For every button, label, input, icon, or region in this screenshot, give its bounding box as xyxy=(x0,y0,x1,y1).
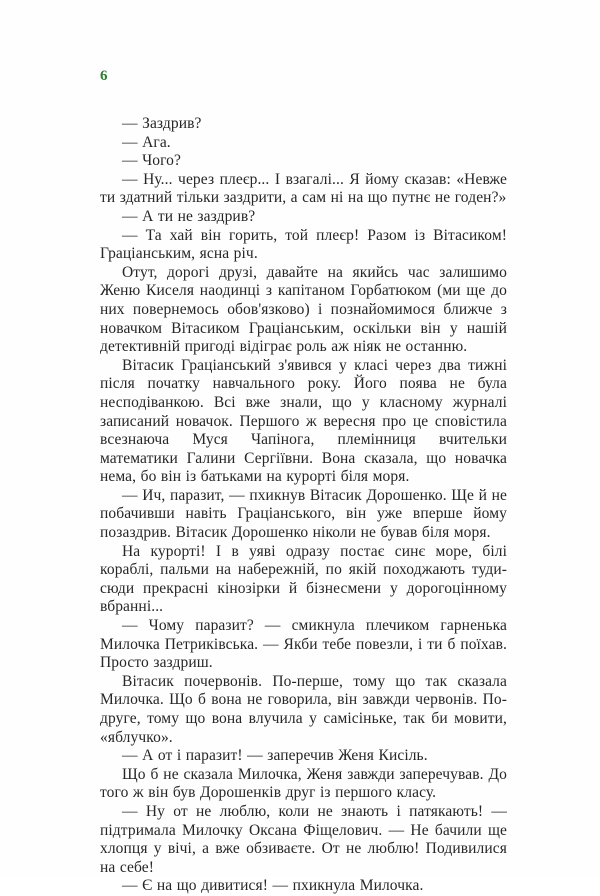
paragraph: — Ич, паразит, — пхикнув Вітасик Дорошенко. Ще й не побачивши навіть Граціанського, він уже вперше йому позаздрив. Вітасик Дорошенко ніколи не бував біля моря. xyxy=(100,486,507,542)
paragraph: — Ну от не люблю, коли не знають і патякають! — підтримала Милочку Оксана Фіщелович. — Не бачили ще хлопця у вічі, а вже обзиваєте. От не люблю! Подивилися на себе! xyxy=(100,802,507,876)
paragraph: — Чому паразит? — смикнула плечиком гарненька Милочка Петриківська. — Якби тебе повезли, і ти б поїхав. Просто заздриш. xyxy=(100,617,507,672)
text-block xyxy=(100,115,507,896)
paragraph: Вітасик Граціанський з'явився у класі через два тижні після початку навчального року. Його поява не була несподіванкою. Всі вже знали, що у класному журналі записаний новачок. Першого ж вересня про це сповістила всезнаюча Муся Чапінога, племінниця вчительки математики Галини Сергіївни. Вона сказала, що новачка нема, бо він із батьками на курорті біля моря. xyxy=(100,356,507,486)
paragraph: Вітасик почервонів. По-перше, тому що так сказала Милочка. Що б вона не говорила, він завжди червонів. По-друге, тому що вона влучила у самісіньке, так би мовити, «яблучко». xyxy=(100,672,507,746)
paragraph: — Заздрив? xyxy=(122,115,202,132)
page-number: 6 xyxy=(100,68,108,84)
paragraph: Отут, дорогі друзі, давайте на якийсь час залишимо Женю Киселя наодинці з капітаном Горбатюком (ми ще до них повернемось обов'язково) і познайомимося ближче з новачком Вітасиком Граціанським, оскільки він у нашій детективній пригоді відіграє роль аж ніяк не останню. xyxy=(100,263,507,356)
paragraph: — Ага. xyxy=(122,133,171,151)
paragraph: — А ти не заздрив? xyxy=(122,207,256,225)
paragraph: — Та хай він горить, той плеєр! Разом із Вітасиком! Граціанським, ясна річ. xyxy=(100,226,507,263)
paragraph: На курорті! І в уяві одразу постає синє море, білі кораблі, пальми на набережній, по якій походжають туди-сюди прекрасні кінозірки й бізнесмени у дорогоцінному вбранні... xyxy=(100,542,507,616)
paragraph: — Ну... через плеєр... І взагалі... Я йому сказав: «Невже ти здатний тільки заздрити, а сам ні на що путнє не годен?» xyxy=(100,170,507,207)
paragraph: Що б не сказала Милочка, Женя завжди заперечував. До того ж він був Дорошенків друг із першого класу. xyxy=(100,765,507,802)
paragraph: — Чого? xyxy=(122,152,181,170)
paragraph: — А от і паразит! — заперечив Женя Кисіль. xyxy=(122,747,428,765)
paragraph: — Є на що дивитися! — пхикнула Милочка. xyxy=(122,877,424,895)
